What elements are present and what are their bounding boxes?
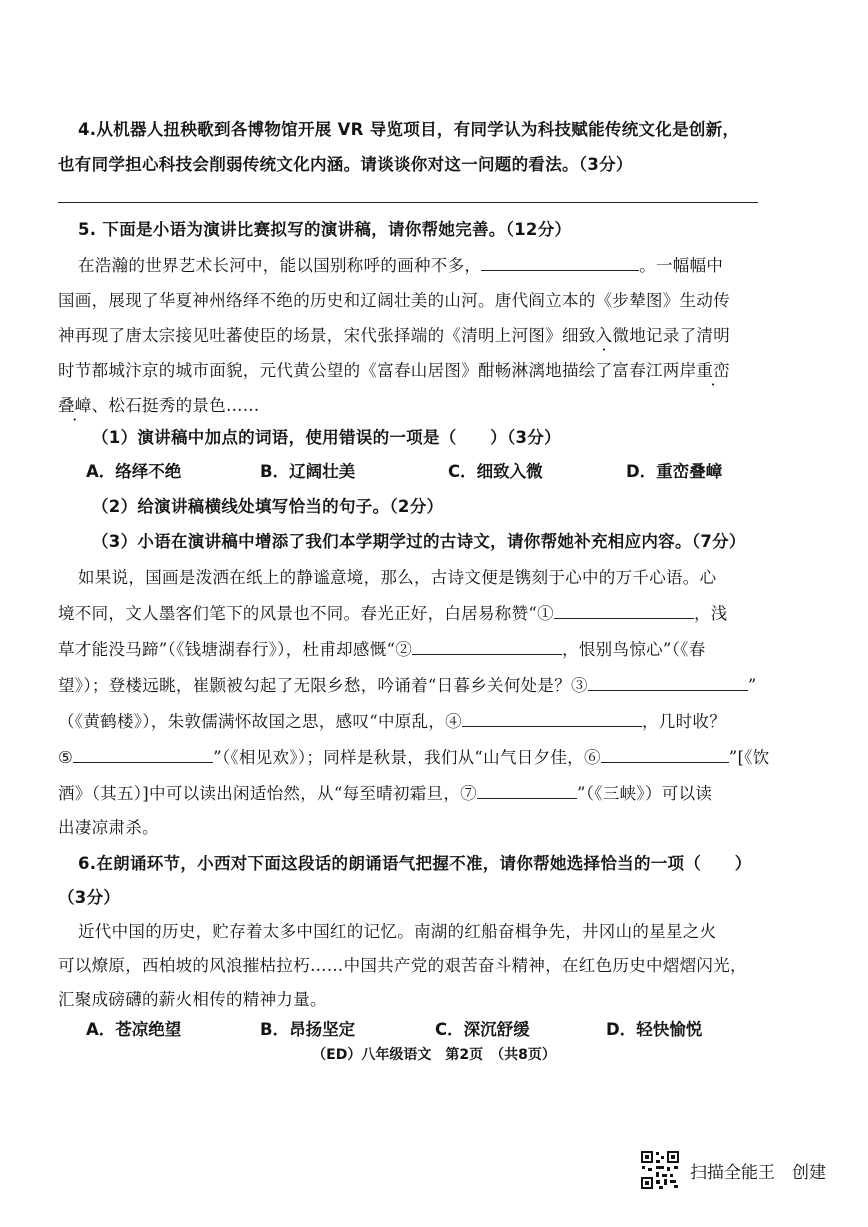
q6-passage-line2: 可以燎原，西柏坡的风浪摧枯拉朽……中国共产党的艰苦奋斗精神，在红色历史中熠熠闪光， xyxy=(58,956,747,975)
q5-poem-line3: 草才能没马蹄”（《钱塘湖春行》），杜甫却感慨“② ，恨别鸟惊心”（《春 xyxy=(58,640,706,659)
q5-title: 5. 下面是小语为演讲比赛拟写的演讲稿，请你帮她完善。（12分） xyxy=(78,220,572,239)
q6-option-d[interactable]: D．轻快愉悦 xyxy=(606,1020,703,1039)
q6-passage-line1: 近代中国的历史，贮存着太多中国红的记忆。南湖的红船奋楫争先，井冈山的星星之火 xyxy=(78,922,717,941)
q6-option-c[interactable]: C．深沉舒缓 xyxy=(435,1020,530,1039)
q5-speech-line1: 在浩瀚的世界艺术长河中，能以国别称呼的画种不多， 。一幅幅中 xyxy=(78,256,724,275)
q5-speech-line5: 叠嶂、松石挺秀的景色…… xyxy=(58,392,260,416)
q5-poem-line4: 望》）；登楼远眺，崔颢被勾起了无限乡愁，吟诵着“日暮乡关何处是？③ ” xyxy=(58,676,757,695)
q5-blank-main[interactable] xyxy=(481,255,639,271)
q5-speech-line4: 时节都城汴京的城市面貌，元代黄公望的《富春山居图》酣畅淋漓地描绘了富春江两岸重峦 xyxy=(58,357,730,381)
blank-4[interactable] xyxy=(462,711,642,727)
page-footer: （ED）八年级语文 第2页 （共8页） xyxy=(312,1047,556,1063)
q6-title: 6.在朗诵环节，小西对下面这段话的朗诵语气把握不准，请你帮她选择恰当的一项（ ） xyxy=(78,854,752,873)
q4-line2: 也有同学担心科技会削弱传统文化内涵。请谈谈你对这一问题的看法。（3分） xyxy=(58,155,633,174)
q4-answer-line[interactable] xyxy=(58,202,758,203)
q5-sub3: （3）小语在演讲稿中增添了我们本学期学过的古诗文，请你帮她补充相应内容。（7分） xyxy=(92,532,746,551)
q6-score: （3分） xyxy=(58,888,121,907)
q5-poem-line8: 出凄凉肃杀。 xyxy=(58,818,159,837)
q5-poem-line7: 酒》（其五）]中可以读出闲适怡然，从“每至晴初霜旦，⑦ ”（《三峡》）可以读 xyxy=(58,784,713,803)
q5-poem-line2: 境不同，文人墨客们笔下的风景也不同。春光正好，白居易称赞“① ，浅 xyxy=(58,604,728,623)
q4-line1: 4.从机器人扭秧歌到各博物馆开展 VR 导览项目，有同学认为科技赋能传统文化是创新， xyxy=(78,120,740,139)
q5-sub2: （2）给演讲稿横线处填写恰当的句子。（2分） xyxy=(92,497,444,516)
q5-poem-line1: 如果说，国画是泼洒在纸上的静谧意境，那么，古诗文便是镌刻于心中的万千心语。心 xyxy=(78,568,717,587)
blank-6[interactable] xyxy=(601,747,729,763)
q5-option-b[interactable]: B．辽阔壮美 xyxy=(260,462,356,481)
q6-option-b[interactable]: B．昂扬坚定 xyxy=(260,1020,356,1039)
dotted-word-xizhiruwei: 致入微 xyxy=(578,326,630,345)
q5-poem-line6: ⑤ ”（《相见欢》）；同样是秋景，我们从“山气日夕佳，⑥ ”[《饮 xyxy=(58,748,770,767)
q6-option-a[interactable]: A．苍凉绝望 xyxy=(86,1020,182,1039)
blank-7[interactable] xyxy=(477,783,577,799)
qr-code-icon xyxy=(640,1150,680,1190)
blank-5[interactable] xyxy=(73,747,213,763)
q5-option-d[interactable]: D．重峦叠嶂 xyxy=(626,462,723,481)
dotted-word-chongluan: 重峦 xyxy=(696,361,731,380)
blank-3[interactable] xyxy=(588,675,748,691)
dotted-word-diezhang: 叠嶂 xyxy=(58,396,92,415)
blank-1[interactable] xyxy=(554,603,694,619)
q5-speech-line3: 神再现了唐太宗接见吐蕃使臣的场景，宋代张择端的《清明上河图》细致入微地记录了清明 xyxy=(58,322,730,346)
q5-option-c[interactable]: C．细致入微 xyxy=(448,462,543,481)
q5-speech-line2: 国画，展现了华夏神州络绎不绝的历史和辽阔壮美的山河。唐代阎立本的《步辇图》生动传 xyxy=(58,291,730,310)
q5-option-a[interactable]: A．络绎不绝 xyxy=(86,462,182,481)
q5-sub1: （1）演讲稿中加点的词语，使用错误的一项是（ ）（3分） xyxy=(92,428,561,447)
blank-2[interactable] xyxy=(412,639,562,655)
q5-poem-line5: （《黄鹤楼》），朱敦儒满怀故国之思，感叹“中原乱，④ ，几时收？ xyxy=(58,712,726,731)
scanner-watermark: 扫描全能王 创建 xyxy=(690,1163,826,1183)
q6-passage-line3: 汇聚成磅礴的薪火相传的精神力量。 xyxy=(58,990,327,1009)
